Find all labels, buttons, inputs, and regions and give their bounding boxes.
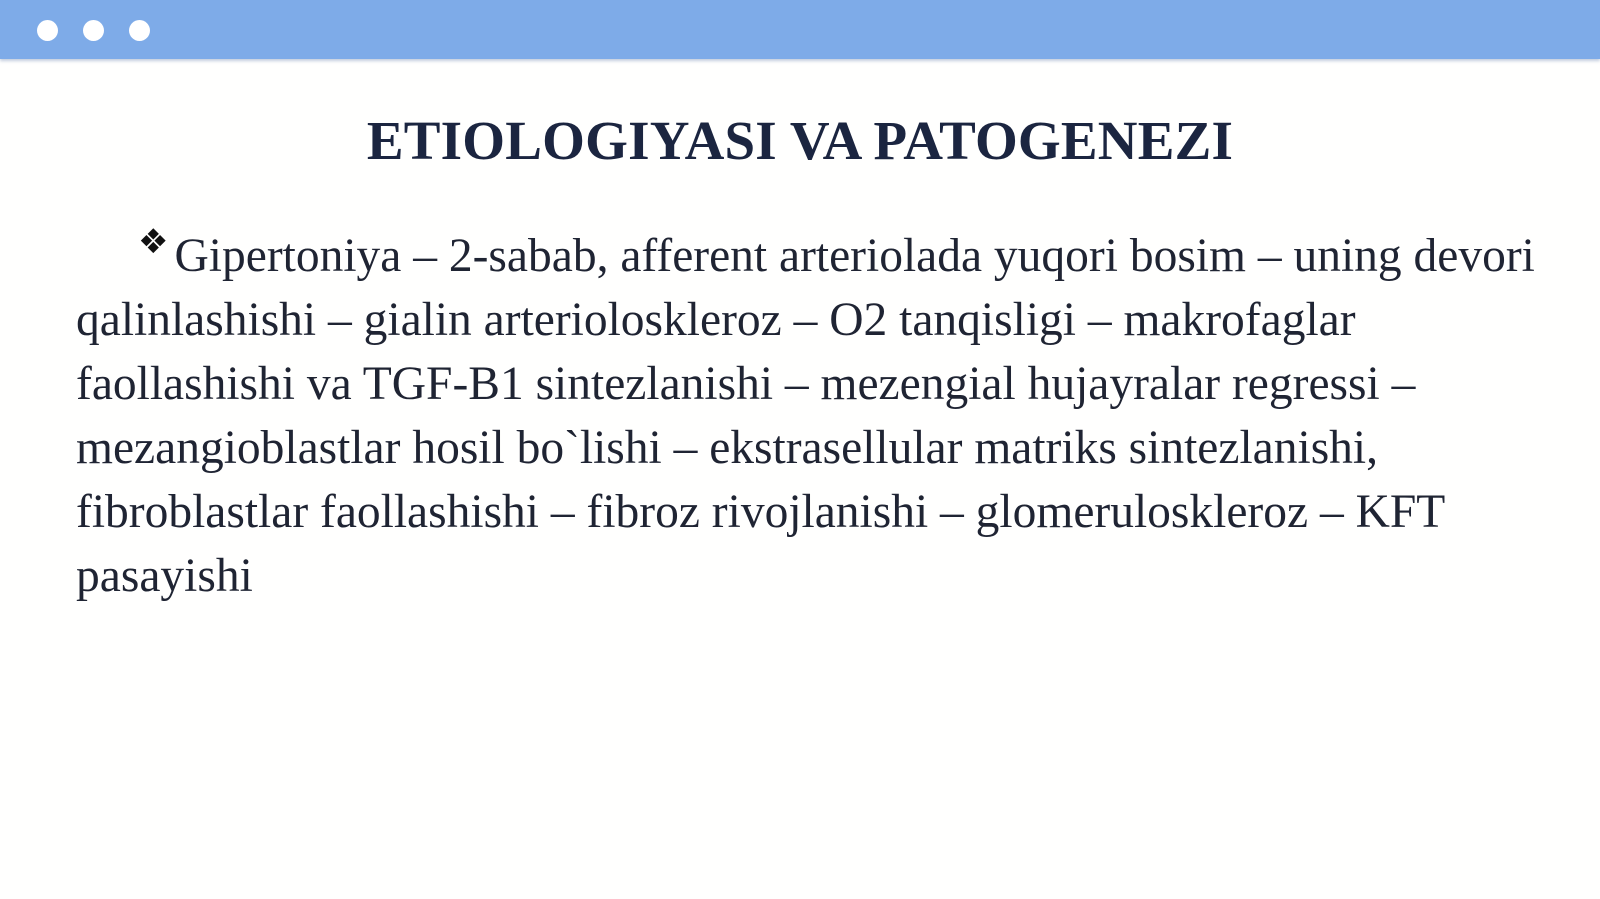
window-dot-2-icon[interactable] [83,20,104,41]
window-dot-3-icon[interactable] [129,20,150,41]
bullet-paragraph [76,224,1538,608]
slide-title: ETIOLOGIYASI VA PATOGENEZI [366,110,1234,171]
window-dot-1-icon[interactable] [37,20,58,41]
diamond-bullet-icon: ❖ [138,222,169,262]
window-top-bar [0,0,1600,59]
bullet-text: Gipertoniya – 2-sabab, afferent arteriolada yuqori bosim – uning devori qalinlashishi – gialin arterioloskleroz – O2 tanqisligi – makrofaglar faollashishi va TGF-B1 sintezlanishi – mezengial hujayralar regressi – mezangioblastlar hosil bo`lishi – ekstrasellular matriks sintezlanishi, fibroblastlar faollashishi – fibroz rivojlanishi – glomeruloskleroz – KFT pasayishi [76,230,1535,602]
